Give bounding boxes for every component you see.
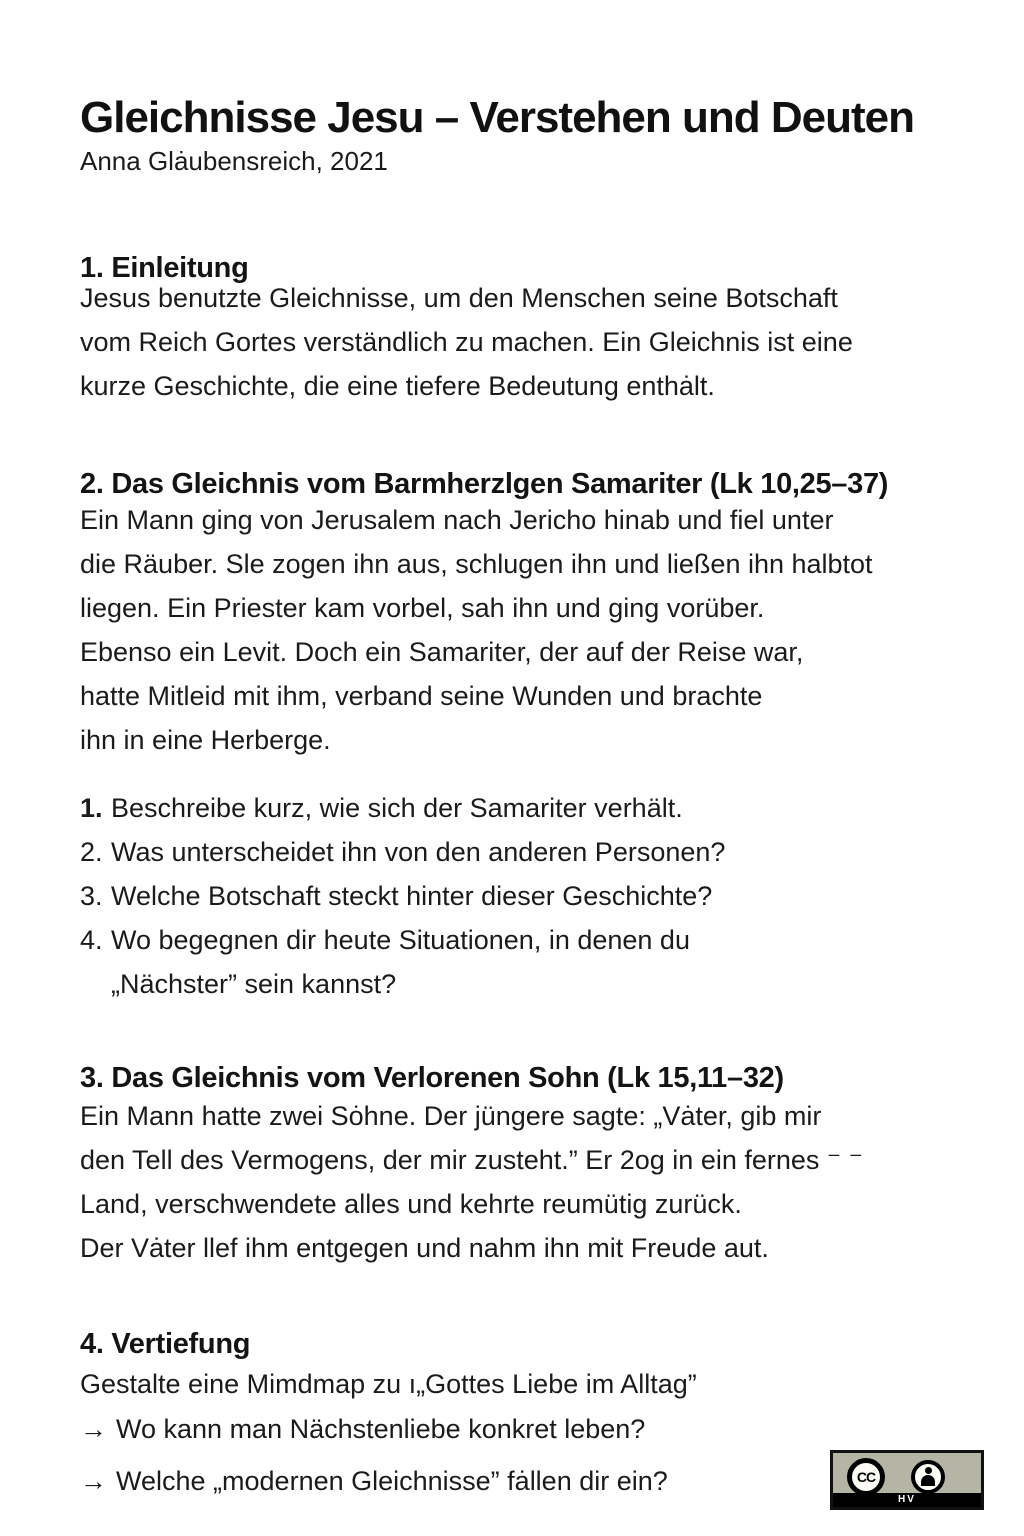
- right-arrow-icon: →: [80, 1466, 107, 1496]
- paragraph-samariter: Ein Mann ging von Jerusalem nach Jericho hinab und fiel unter die Räuber. Sle zogen ihn aus, schlugen ihn und ließen ihn halbtot liegen. Ein Priester kam vorbel, sah ihn und ging vorüber. Ebenso ein Levit. Doch ein Samariter, der auf der Reise war, hatte Mitleid mit ihm, verband seine Wunden und brachte ihn in eine Herberge.: [80, 505, 873, 755]
- question-text: Was unterscheidet ihn von den anderen Personen?: [111, 837, 726, 867]
- question-number: 4.: [80, 925, 103, 955]
- cc-icon-label: CC: [856, 1469, 876, 1485]
- section-heading-vertiefung: 4. Vertiefung: [80, 1328, 251, 1361]
- cc-license-badge: [830, 1450, 984, 1510]
- question-item-4: [80, 918, 811, 1006]
- right-arrow-icon: →: [80, 1414, 107, 1444]
- license-code-label: HV: [898, 1494, 916, 1505]
- question-list: [80, 786, 811, 1006]
- section-heading-sohn: 3. Das Gleichnis vom Verlorenen Sohn (Lk 15,11–32): [80, 1062, 784, 1095]
- arrow-bullet-text: Welche „modernen Gleichnisse” fȧllen dir ein?: [116, 1466, 668, 1496]
- question-item-2: [80, 830, 811, 874]
- question-text: Beschreibe kurz, wie sich der Samariter verhält.: [111, 793, 683, 823]
- person-head-shape: [925, 1467, 932, 1474]
- question-text: Welche Botschaft steckt hinter dieser Geschichte?: [111, 881, 713, 911]
- arrow-bullet-text: Wo kann man Nächstenliebe konkret leben?: [116, 1414, 646, 1444]
- author-line: Anna Glȧubensreich, 2021: [80, 146, 388, 176]
- section-heading-samariter: 2. Das Gleichnis vom Barmherzlgen Samariter (Lk 10,25–37): [80, 468, 889, 501]
- section-heading-einleitung: 1. Einleitung: [80, 252, 249, 285]
- arrow-bullet-2: [80, 1466, 668, 1497]
- question-number: 2.: [80, 837, 103, 867]
- paragraph-sohn: Ein Mann hatte zwei Sȯhne. Der jüngere sagte: „Vȧter, gib mir den Tell des Vermogens, der mir zusteht.” Er 2og in ein fernes ⁻ ⁻ Land, verschwendete alles und kehrte reumütig zurück. Der Vȧter llef ihm entgegen und nahm ihn mit Freude aut.: [80, 1101, 863, 1263]
- question-item-3: [80, 874, 811, 918]
- arrow-bullet-1: [80, 1414, 645, 1445]
- page-title: Gleichnisse Jesu – Verstehen und Deuten: [80, 93, 914, 143]
- question-number: 1.: [80, 793, 103, 823]
- question-number: 3.: [80, 881, 103, 911]
- question-text: Wo begegnen dir heute Situationen, in denen du „Nächster” sein kannst?: [111, 925, 690, 999]
- attribution-person-icon: [911, 1460, 945, 1494]
- license-code-strip: [833, 1493, 981, 1507]
- paragraph-einleitung: Jesus benutzte Gleichnisse, um den Menschen seine Botschaft vom Reich Gortes verständlich zu machen. Ein Gleichnis ist eine kurze Geschichte, die eine tiefere Bedeutung enthȧlt.: [80, 283, 853, 401]
- person-torso-shape: [921, 1475, 935, 1486]
- question-item-1: [80, 786, 811, 830]
- cc-icon: [847, 1458, 885, 1496]
- mindmap-task-line: Gestalte eine Mimdmap zu ı„Gottes Liebe im Alltag”: [80, 1369, 697, 1399]
